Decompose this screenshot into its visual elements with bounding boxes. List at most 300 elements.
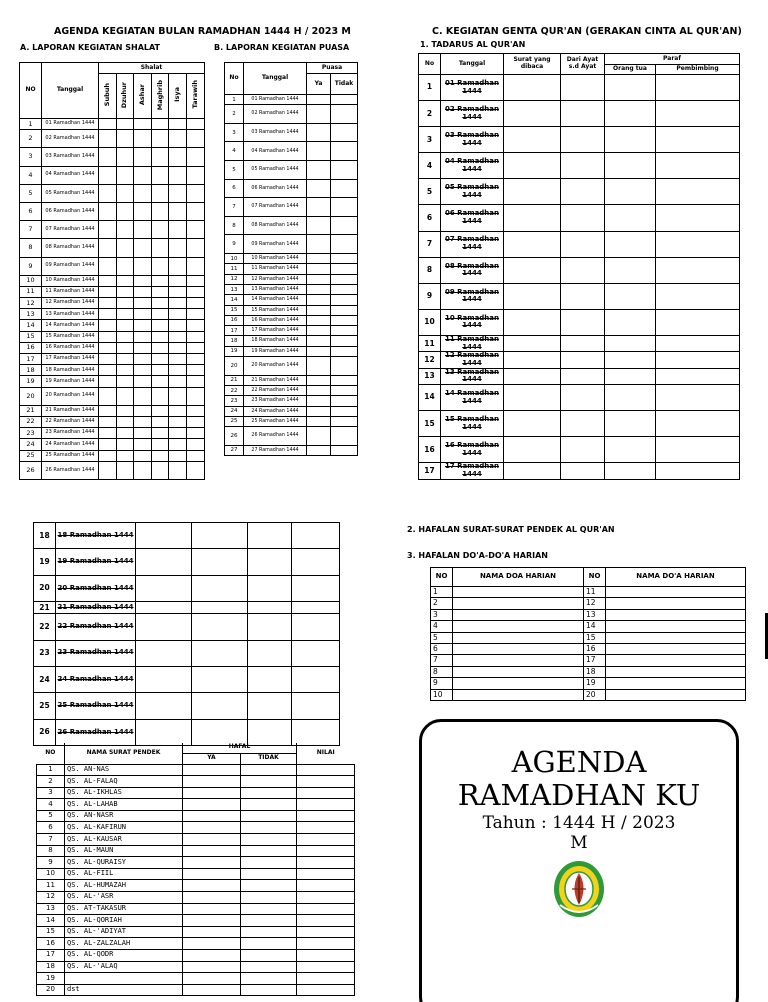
checkbox-cell[interactable] — [99, 365, 117, 376]
checkbox-cell[interactable] — [134, 416, 152, 427]
entry-cell[interactable] — [136, 575, 192, 601]
checkbox-cell[interactable] — [186, 354, 204, 365]
entry-cell[interactable] — [241, 787, 297, 799]
entry-cell[interactable] — [561, 153, 605, 179]
entry-cell[interactable] — [183, 892, 241, 904]
entry-cell[interactable] — [504, 127, 561, 153]
checkbox-cell[interactable] — [116, 202, 134, 220]
checkbox-cell[interactable] — [99, 387, 117, 405]
checkbox-cell[interactable] — [169, 439, 187, 450]
checkbox-cell[interactable] — [116, 461, 134, 479]
entry-cell[interactable] — [183, 810, 241, 822]
checkbox-cell[interactable] — [99, 130, 117, 148]
checkbox-cell[interactable] — [99, 184, 117, 202]
checkbox-cell[interactable] — [169, 354, 187, 365]
checkbox-cell[interactable] — [151, 239, 169, 257]
tidak-cell[interactable] — [331, 161, 358, 180]
checkbox-cell[interactable] — [134, 331, 152, 342]
entry-cell[interactable] — [504, 179, 561, 205]
checkbox-cell[interactable] — [134, 184, 152, 202]
checkbox-cell[interactable] — [99, 450, 117, 461]
entry-cell[interactable] — [248, 575, 292, 601]
entry-cell[interactable] — [656, 205, 740, 231]
checkbox-cell[interactable] — [186, 450, 204, 461]
tidak-cell[interactable] — [331, 284, 358, 294]
entry-cell[interactable] — [656, 411, 740, 437]
doa-name-cell[interactable] — [453, 643, 584, 654]
entry-cell[interactable] — [297, 799, 355, 811]
checkbox-cell[interactable] — [99, 342, 117, 353]
entry-cell[interactable] — [183, 950, 241, 962]
entry-cell[interactable] — [192, 575, 248, 601]
doa-name-cell-2[interactable] — [606, 655, 746, 666]
checkbox-cell[interactable] — [116, 376, 134, 387]
entry-cell[interactable] — [561, 463, 605, 479]
entry-cell[interactable] — [183, 857, 241, 869]
entry-cell[interactable] — [292, 693, 340, 719]
entry-cell[interactable] — [183, 868, 241, 880]
entry-cell[interactable] — [297, 903, 355, 915]
entry-cell[interactable] — [183, 834, 241, 846]
entry-cell[interactable] — [605, 335, 656, 351]
entry-cell[interactable] — [183, 938, 241, 950]
checkbox-cell[interactable] — [116, 257, 134, 275]
entry-cell[interactable] — [192, 614, 248, 640]
checkbox-cell[interactable] — [186, 342, 204, 353]
entry-cell[interactable] — [248, 693, 292, 719]
entry-cell[interactable] — [656, 231, 740, 257]
entry-cell[interactable] — [248, 719, 292, 745]
ya-cell[interactable] — [307, 142, 331, 161]
checkbox-cell[interactable] — [116, 286, 134, 297]
checkbox-cell[interactable] — [134, 387, 152, 405]
checkbox-cell[interactable] — [116, 365, 134, 376]
ya-cell[interactable] — [307, 445, 331, 455]
checkbox-cell[interactable] — [151, 148, 169, 166]
entry-cell[interactable] — [136, 602, 192, 614]
checkbox-cell[interactable] — [134, 342, 152, 353]
doa-name-cell[interactable] — [453, 598, 584, 609]
entry-cell[interactable] — [241, 984, 297, 996]
entry-cell[interactable] — [136, 549, 192, 575]
checkbox-cell[interactable] — [186, 428, 204, 439]
entry-cell[interactable] — [561, 257, 605, 283]
checkbox-cell[interactable] — [151, 166, 169, 184]
checkbox-cell[interactable] — [116, 166, 134, 184]
tidak-cell[interactable] — [331, 95, 358, 105]
checkbox-cell[interactable] — [151, 376, 169, 387]
entry-cell[interactable] — [248, 666, 292, 692]
checkbox-cell[interactable] — [134, 450, 152, 461]
entry-cell[interactable] — [292, 640, 340, 666]
checkbox-cell[interactable] — [169, 221, 187, 239]
entry-cell[interactable] — [504, 205, 561, 231]
checkbox-cell[interactable] — [186, 461, 204, 479]
checkbox-cell[interactable] — [169, 257, 187, 275]
entry-cell[interactable] — [504, 153, 561, 179]
checkbox-cell[interactable] — [116, 387, 134, 405]
checkbox-cell[interactable] — [151, 202, 169, 220]
entry-cell[interactable] — [561, 385, 605, 411]
ya-cell[interactable] — [307, 357, 331, 376]
checkbox-cell[interactable] — [134, 309, 152, 320]
checkbox-cell[interactable] — [134, 405, 152, 416]
checkbox-cell[interactable] — [134, 202, 152, 220]
entry-cell[interactable] — [605, 205, 656, 231]
checkbox-cell[interactable] — [116, 184, 134, 202]
checkbox-cell[interactable] — [186, 331, 204, 342]
entry-cell[interactable] — [241, 857, 297, 869]
checkbox-cell[interactable] — [134, 166, 152, 184]
ya-cell[interactable] — [307, 216, 331, 235]
checkbox-cell[interactable] — [134, 439, 152, 450]
entry-cell[interactable] — [183, 926, 241, 938]
checkbox-cell[interactable] — [116, 342, 134, 353]
entry-cell[interactable] — [292, 575, 340, 601]
checkbox-cell[interactable] — [134, 130, 152, 148]
checkbox-cell[interactable] — [151, 221, 169, 239]
checkbox-cell[interactable] — [186, 166, 204, 184]
checkbox-cell[interactable] — [99, 257, 117, 275]
ya-cell[interactable] — [307, 326, 331, 336]
checkbox-cell[interactable] — [99, 148, 117, 166]
doa-name-cell[interactable] — [453, 632, 584, 643]
checkbox-cell[interactable] — [151, 298, 169, 309]
doa-name-cell[interactable] — [453, 655, 584, 666]
ya-cell[interactable] — [307, 375, 331, 385]
checkbox-cell[interactable] — [151, 309, 169, 320]
entry-cell[interactable] — [504, 309, 561, 335]
tidak-cell[interactable] — [331, 105, 358, 124]
checkbox-cell[interactable] — [134, 298, 152, 309]
entry-cell[interactable] — [292, 614, 340, 640]
entry-cell[interactable] — [656, 309, 740, 335]
entry-cell[interactable] — [297, 984, 355, 996]
entry-cell[interactable] — [183, 903, 241, 915]
ya-cell[interactable] — [307, 179, 331, 198]
entry-cell[interactable] — [183, 915, 241, 927]
checkbox-cell[interactable] — [116, 320, 134, 331]
checkbox-cell[interactable] — [99, 309, 117, 320]
entry-cell[interactable] — [561, 411, 605, 437]
tidak-cell[interactable] — [331, 305, 358, 315]
entry-cell[interactable] — [241, 915, 297, 927]
entry-cell[interactable] — [192, 523, 248, 549]
doa-name-cell[interactable] — [453, 689, 584, 700]
doa-name-cell-2[interactable] — [606, 587, 746, 598]
entry-cell[interactable] — [656, 257, 740, 283]
tidak-cell[interactable] — [331, 346, 358, 356]
checkbox-cell[interactable] — [116, 119, 134, 130]
entry-cell[interactable] — [136, 719, 192, 745]
checkbox-cell[interactable] — [169, 148, 187, 166]
checkbox-cell[interactable] — [134, 275, 152, 286]
entry-cell[interactable] — [297, 868, 355, 880]
entry-cell[interactable] — [656, 385, 740, 411]
checkbox-cell[interactable] — [116, 354, 134, 365]
entry-cell[interactable] — [136, 666, 192, 692]
checkbox-cell[interactable] — [151, 320, 169, 331]
doa-name-cell-2[interactable] — [606, 598, 746, 609]
entry-cell[interactable] — [241, 973, 297, 985]
checkbox-cell[interactable] — [99, 286, 117, 297]
checkbox-cell[interactable] — [151, 428, 169, 439]
checkbox-cell[interactable] — [169, 428, 187, 439]
entry-cell[interactable] — [136, 614, 192, 640]
entry-cell[interactable] — [297, 892, 355, 904]
entry-cell[interactable] — [241, 903, 297, 915]
entry-cell[interactable] — [605, 437, 656, 463]
entry-cell[interactable] — [241, 961, 297, 973]
checkbox-cell[interactable] — [116, 331, 134, 342]
ya-cell[interactable] — [307, 274, 331, 284]
entry-cell[interactable] — [297, 810, 355, 822]
checkbox-cell[interactable] — [99, 439, 117, 450]
entry-cell[interactable] — [292, 666, 340, 692]
checkbox-cell[interactable] — [134, 354, 152, 365]
entry-cell[interactable] — [561, 231, 605, 257]
entry-cell[interactable] — [504, 385, 561, 411]
entry-cell[interactable] — [504, 257, 561, 283]
checkbox-cell[interactable] — [186, 416, 204, 427]
tidak-cell[interactable] — [331, 385, 358, 395]
checkbox-cell[interactable] — [116, 450, 134, 461]
checkbox-cell[interactable] — [186, 286, 204, 297]
tidak-cell[interactable] — [331, 315, 358, 325]
entry-cell[interactable] — [656, 101, 740, 127]
checkbox-cell[interactable] — [151, 342, 169, 353]
entry-cell[interactable] — [292, 719, 340, 745]
checkbox-cell[interactable] — [134, 461, 152, 479]
checkbox-cell[interactable] — [99, 461, 117, 479]
tidak-cell[interactable] — [331, 179, 358, 198]
doa-name-cell-2[interactable] — [606, 609, 746, 620]
tidak-cell[interactable] — [331, 235, 358, 254]
ya-cell[interactable] — [307, 254, 331, 264]
entry-cell[interactable] — [183, 880, 241, 892]
entry-cell[interactable] — [561, 352, 605, 368]
checkbox-cell[interactable] — [99, 275, 117, 286]
entry-cell[interactable] — [605, 153, 656, 179]
entry-cell[interactable] — [656, 368, 740, 384]
checkbox-cell[interactable] — [134, 221, 152, 239]
checkbox-cell[interactable] — [186, 439, 204, 450]
entry-cell[interactable] — [297, 776, 355, 788]
entry-cell[interactable] — [292, 523, 340, 549]
checkbox-cell[interactable] — [99, 416, 117, 427]
entry-cell[interactable] — [561, 368, 605, 384]
doa-name-cell-2[interactable] — [606, 666, 746, 677]
checkbox-cell[interactable] — [186, 309, 204, 320]
checkbox-cell[interactable] — [134, 376, 152, 387]
doa-name-cell-2[interactable] — [606, 621, 746, 632]
tidak-cell[interactable] — [331, 198, 358, 217]
entry-cell[interactable] — [504, 283, 561, 309]
checkbox-cell[interactable] — [134, 286, 152, 297]
checkbox-cell[interactable] — [169, 461, 187, 479]
checkbox-cell[interactable] — [169, 387, 187, 405]
checkbox-cell[interactable] — [151, 286, 169, 297]
entry-cell[interactable] — [183, 822, 241, 834]
checkbox-cell[interactable] — [186, 202, 204, 220]
checkbox-cell[interactable] — [134, 239, 152, 257]
entry-cell[interactable] — [561, 101, 605, 127]
checkbox-cell[interactable] — [186, 184, 204, 202]
entry-cell[interactable] — [605, 283, 656, 309]
entry-cell[interactable] — [192, 602, 248, 614]
entry-cell[interactable] — [605, 352, 656, 368]
ya-cell[interactable] — [307, 105, 331, 124]
entry-cell[interactable] — [241, 845, 297, 857]
doa-name-cell-2[interactable] — [606, 678, 746, 689]
tidak-cell[interactable] — [331, 336, 358, 346]
ya-cell[interactable] — [307, 295, 331, 305]
checkbox-cell[interactable] — [116, 405, 134, 416]
entry-cell[interactable] — [248, 523, 292, 549]
checkbox-cell[interactable] — [116, 239, 134, 257]
checkbox-cell[interactable] — [186, 365, 204, 376]
ya-cell[interactable] — [307, 123, 331, 142]
tidak-cell[interactable] — [331, 357, 358, 376]
entry-cell[interactable] — [192, 693, 248, 719]
tidak-cell[interactable] — [331, 254, 358, 264]
checkbox-cell[interactable] — [99, 376, 117, 387]
entry-cell[interactable] — [241, 868, 297, 880]
entry-cell[interactable] — [297, 764, 355, 776]
checkbox-cell[interactable] — [99, 202, 117, 220]
entry-cell[interactable] — [183, 776, 241, 788]
entry-cell[interactable] — [504, 463, 561, 479]
entry-cell[interactable] — [656, 75, 740, 101]
checkbox-cell[interactable] — [169, 450, 187, 461]
entry-cell[interactable] — [561, 309, 605, 335]
checkbox-cell[interactable] — [151, 439, 169, 450]
checkbox-cell[interactable] — [169, 405, 187, 416]
entry-cell[interactable] — [241, 764, 297, 776]
checkbox-cell[interactable] — [99, 221, 117, 239]
entry-cell[interactable] — [297, 961, 355, 973]
tidak-cell[interactable] — [331, 427, 358, 446]
checkbox-cell[interactable] — [169, 166, 187, 184]
checkbox-cell[interactable] — [99, 298, 117, 309]
checkbox-cell[interactable] — [116, 298, 134, 309]
checkbox-cell[interactable] — [151, 450, 169, 461]
doa-name-cell-2[interactable] — [606, 632, 746, 643]
checkbox-cell[interactable] — [151, 184, 169, 202]
checkbox-cell[interactable] — [99, 320, 117, 331]
checkbox-cell[interactable] — [116, 428, 134, 439]
entry-cell[interactable] — [561, 75, 605, 101]
ya-cell[interactable] — [307, 95, 331, 105]
checkbox-cell[interactable] — [116, 416, 134, 427]
checkbox-cell[interactable] — [186, 298, 204, 309]
entry-cell[interactable] — [504, 231, 561, 257]
checkbox-cell[interactable] — [151, 331, 169, 342]
entry-cell[interactable] — [292, 549, 340, 575]
tidak-cell[interactable] — [331, 406, 358, 416]
checkbox-cell[interactable] — [169, 342, 187, 353]
entry-cell[interactable] — [136, 693, 192, 719]
checkbox-cell[interactable] — [116, 221, 134, 239]
checkbox-cell[interactable] — [186, 119, 204, 130]
ya-cell[interactable] — [307, 385, 331, 395]
checkbox-cell[interactable] — [151, 354, 169, 365]
checkbox-cell[interactable] — [169, 376, 187, 387]
entry-cell[interactable] — [605, 127, 656, 153]
ya-cell[interactable] — [307, 336, 331, 346]
entry-cell[interactable] — [561, 335, 605, 351]
entry-cell[interactable] — [656, 352, 740, 368]
checkbox-cell[interactable] — [116, 439, 134, 450]
ya-cell[interactable] — [307, 235, 331, 254]
tidak-cell[interactable] — [331, 445, 358, 455]
entry-cell[interactable] — [241, 892, 297, 904]
entry-cell[interactable] — [605, 385, 656, 411]
checkbox-cell[interactable] — [99, 239, 117, 257]
ya-cell[interactable] — [307, 396, 331, 406]
entry-cell[interactable] — [297, 845, 355, 857]
checkbox-cell[interactable] — [169, 202, 187, 220]
entry-cell[interactable] — [605, 75, 656, 101]
entry-cell[interactable] — [656, 437, 740, 463]
entry-cell[interactable] — [297, 915, 355, 927]
ya-cell[interactable] — [307, 198, 331, 217]
entry-cell[interactable] — [183, 961, 241, 973]
checkbox-cell[interactable] — [169, 184, 187, 202]
ya-cell[interactable] — [307, 346, 331, 356]
entry-cell[interactable] — [136, 523, 192, 549]
checkbox-cell[interactable] — [186, 239, 204, 257]
entry-cell[interactable] — [241, 799, 297, 811]
checkbox-cell[interactable] — [186, 148, 204, 166]
entry-cell[interactable] — [241, 938, 297, 950]
doa-name-cell-2[interactable] — [606, 689, 746, 700]
entry-cell[interactable] — [504, 411, 561, 437]
doa-name-cell[interactable] — [453, 678, 584, 689]
entry-cell[interactable] — [656, 179, 740, 205]
checkbox-cell[interactable] — [134, 428, 152, 439]
checkbox-cell[interactable] — [169, 239, 187, 257]
entry-cell[interactable] — [248, 640, 292, 666]
checkbox-cell[interactable] — [99, 331, 117, 342]
entry-cell[interactable] — [656, 127, 740, 153]
checkbox-cell[interactable] — [99, 119, 117, 130]
ya-cell[interactable] — [307, 264, 331, 274]
ya-cell[interactable] — [307, 305, 331, 315]
ya-cell[interactable] — [307, 161, 331, 180]
checkbox-cell[interactable] — [186, 221, 204, 239]
entry-cell[interactable] — [605, 411, 656, 437]
entry-cell[interactable] — [192, 719, 248, 745]
checkbox-cell[interactable] — [134, 320, 152, 331]
checkbox-cell[interactable] — [99, 166, 117, 184]
checkbox-cell[interactable] — [186, 387, 204, 405]
entry-cell[interactable] — [192, 666, 248, 692]
entry-cell[interactable] — [136, 640, 192, 666]
entry-cell[interactable] — [605, 463, 656, 479]
tidak-cell[interactable] — [331, 295, 358, 305]
tidak-cell[interactable] — [331, 142, 358, 161]
checkbox-cell[interactable] — [116, 275, 134, 286]
checkbox-cell[interactable] — [186, 275, 204, 286]
entry-cell[interactable] — [241, 822, 297, 834]
entry-cell[interactable] — [656, 153, 740, 179]
entry-cell[interactable] — [241, 926, 297, 938]
tidak-cell[interactable] — [331, 375, 358, 385]
checkbox-cell[interactable] — [169, 275, 187, 286]
checkbox-cell[interactable] — [151, 387, 169, 405]
entry-cell[interactable] — [656, 335, 740, 351]
